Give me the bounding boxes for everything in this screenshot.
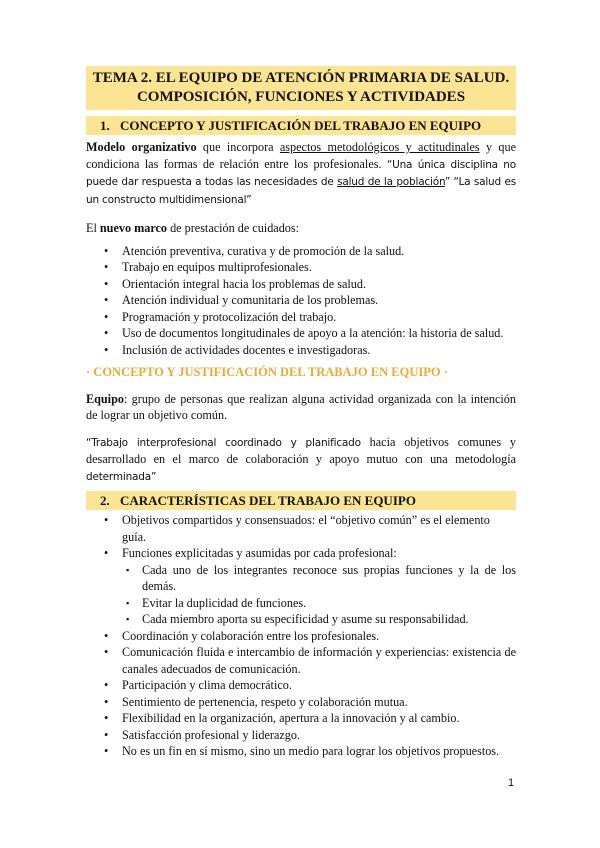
list-item: • Inclusión de actividades docentes e investigadoras. (102, 342, 516, 359)
funciones-sublist (86, 562, 516, 628)
list-item: • Satisfacción profesional y liderazgo. (102, 727, 516, 744)
list-item: • Orientación integral hacia los problemas de salud. (102, 276, 516, 293)
modelo-organizativo-paragraph (86, 139, 516, 208)
caracteristicas-list-continued (86, 628, 516, 760)
title-line-1: TEMA 2. EL EQUIPO DE ATENCIÓN PRIMARIA DE SALUD. (92, 70, 510, 86)
text: que incorpora (196, 140, 280, 154)
quote-handwritten-3: “Trabajo interprofesional coordinado y planificado (86, 436, 361, 449)
text: hacia objetivos comunes y desarrollado en el marco de colaboración y apoyo mutuo con una metodología (86, 434, 516, 466)
sub-list-item: ▪ Evitar la duplicidad de funciones. (126, 595, 516, 612)
list-item: • Programación y protocolización del trabajo. (102, 309, 516, 326)
text: de prestación de cuidados: (167, 221, 300, 235)
list-item: • Comunicación fluida e intercambio de información y experiencias: existencia de canales adecuados de comunicación. (102, 644, 516, 677)
text: El (86, 221, 100, 235)
quote-handwritten-2: “La salud es un constructo multidimensional” (86, 176, 516, 206)
quote-close: ” (444, 176, 451, 188)
list-item: • Objetivos compartidos y consensuados: el “objetivo común” es el elemento guía. (102, 512, 516, 545)
section-1-heading (86, 116, 516, 135)
sub-list-item: ▪ Cada uno de los integrantes reconoce sus propias funciones y la de los demás. (126, 562, 516, 595)
term-nuevo-marco: nuevo marco (99, 221, 168, 235)
quote-handwritten-underlined: salud de la población (337, 176, 445, 188)
list-item-text: Funciones explicitadas y asumidas por cada profesional: (122, 546, 397, 560)
list-item: • Trabajo en equipos multiprofesionales. (102, 259, 516, 276)
term-modelo-organizativo: Modelo organizativo (86, 140, 197, 154)
section-1-number: 1. (100, 118, 110, 133)
title-line-2: COMPOSICIÓN, FUNCIONES Y ACTIVIDADES (136, 89, 466, 105)
list-item: • Sentimiento de pertenencia, respeto y colaboración mutua. (102, 694, 516, 711)
list-item: • Uso de documentos longitudinales de apoyo a la atención: la historia de salud. (102, 325, 516, 342)
quote-handwritten-4: determinada” (86, 470, 157, 483)
text: : grupo de personas que realizan alguna actividad organizada con la intención de lograr un objetivo común. (86, 391, 516, 422)
section-2-heading (86, 491, 516, 510)
list-item: • Flexibilidad en la organización, apertura a la innovación y al cambio. (102, 710, 516, 727)
document-title (86, 66, 516, 110)
list-item: • Participación y clima democrático. (102, 677, 516, 694)
orange-subheading: · CONCEPTO Y JUSTIFICACIÓN DEL TRABAJO EN EQUIPO · (86, 365, 448, 379)
section-2-number: 2. (100, 493, 110, 508)
text: y que condiciona las formas de relación entre los profesionales. (86, 140, 516, 171)
list-item: • Atención preventiva, curativa y de promoción de la salud. (102, 243, 516, 260)
list-item: • Coordinación y colaboración entre los profesionales. (102, 628, 516, 645)
list-item: • Atención individual y comunitaria de los problemas. (102, 292, 516, 309)
document-page (86, 66, 516, 760)
nuevo-marco-paragraph (86, 220, 516, 237)
sub-list-item: ▪ Cada miembro aporta su especificidad y asume su responsabilidad. (126, 611, 516, 628)
caracteristicas-list (86, 512, 516, 562)
equipo-definition (86, 391, 516, 424)
list-item: • No es un fin en sí mismo, sino un medio para lograr los objetivos propuestos. (102, 743, 516, 760)
quote-handwritten-1: “Una única disciplina no puede dar respuesta a todas las necesidades de (86, 158, 516, 188)
underlined-phrase: aspectos metodológicos y actitudinales (279, 140, 480, 154)
list-item (102, 545, 516, 562)
term-equipo: Equipo (86, 391, 124, 406)
nuevo-marco-list (86, 243, 516, 359)
section-1-title: CONCEPTO Y JUSTIFICACIÓN DEL TRABAJO EN EQUIPO (120, 118, 482, 133)
trabajo-interprofesional-quote (86, 434, 516, 486)
page-number: 1 (508, 777, 515, 789)
section-2-title: CARACTERÍSTICAS DEL TRABAJO EN EQUIPO (120, 493, 416, 508)
